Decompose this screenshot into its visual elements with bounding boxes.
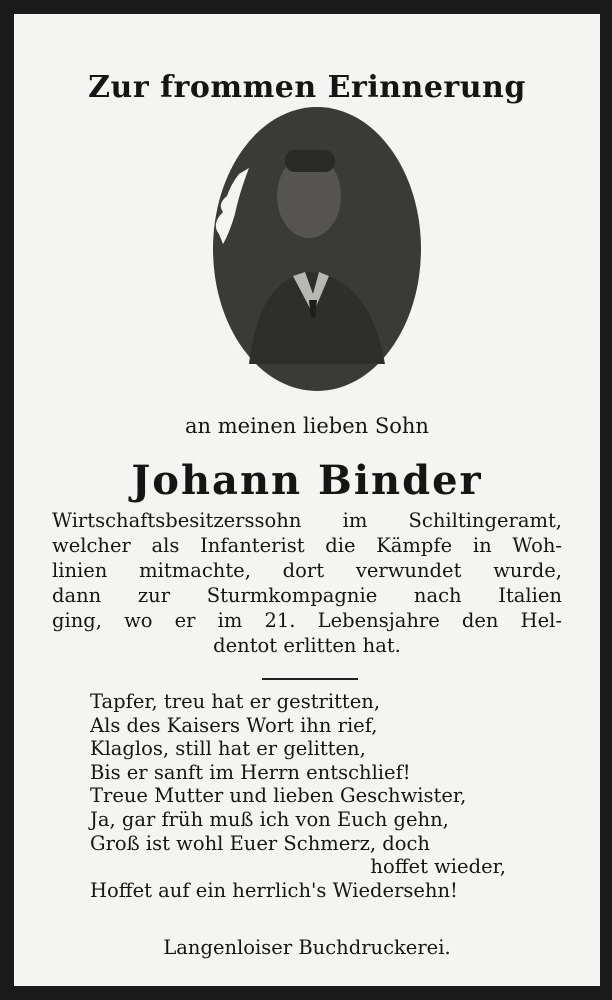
printer-imprint: Langenloiser Buchdruckerei. bbox=[163, 936, 451, 959]
bio-line: dann zur Sturmkompagnie nach Italien bbox=[52, 584, 562, 607]
poem-line: Ja, gar früh muß ich von Euch gehn, bbox=[90, 807, 449, 831]
bio-line: linien mitmachte, dort verwundet wurde, bbox=[52, 559, 562, 582]
memorial-poem bbox=[90, 690, 510, 902]
deceased-name: Johann Binder bbox=[131, 457, 483, 504]
card-title: Zur frommen Erinnerung bbox=[88, 70, 526, 105]
bio-line: dentot erlitten hat. bbox=[213, 634, 401, 657]
poem-line: Bis er sanft im Herrn entschlief! bbox=[90, 760, 411, 784]
bio-line: Wirtschaftsbesitzerssohn im Schiltingeramt, bbox=[52, 509, 562, 532]
portrait-photo bbox=[209, 104, 423, 394]
poem-line: Als des Kaisers Wort ihn rief, bbox=[90, 713, 378, 737]
biography bbox=[52, 508, 562, 658]
poem-line: Treue Mutter und lieben Geschwister, bbox=[90, 784, 467, 808]
poem-line: Tapfer, treu hat er gestritten, bbox=[90, 690, 381, 713]
memorial-card bbox=[14, 14, 600, 986]
poem-line: hoffet wieder, bbox=[370, 855, 506, 879]
bio-line: ging, wo er im 21. Lebensjahre den Hel- bbox=[52, 609, 562, 632]
poem-line: Groß ist wohl Euer Schmerz, doch bbox=[90, 831, 430, 855]
dedication-line: an meinen lieben Sohn bbox=[185, 414, 429, 438]
poem-line: Hoffet auf ein herrlich's Wiedersehn! bbox=[90, 878, 458, 902]
bio-line: welcher als Infanterist die Kämpfe in Woh- bbox=[52, 534, 562, 557]
divider-rule bbox=[262, 678, 358, 680]
poem-line: Klaglos, still hat er gelitten, bbox=[90, 737, 366, 761]
